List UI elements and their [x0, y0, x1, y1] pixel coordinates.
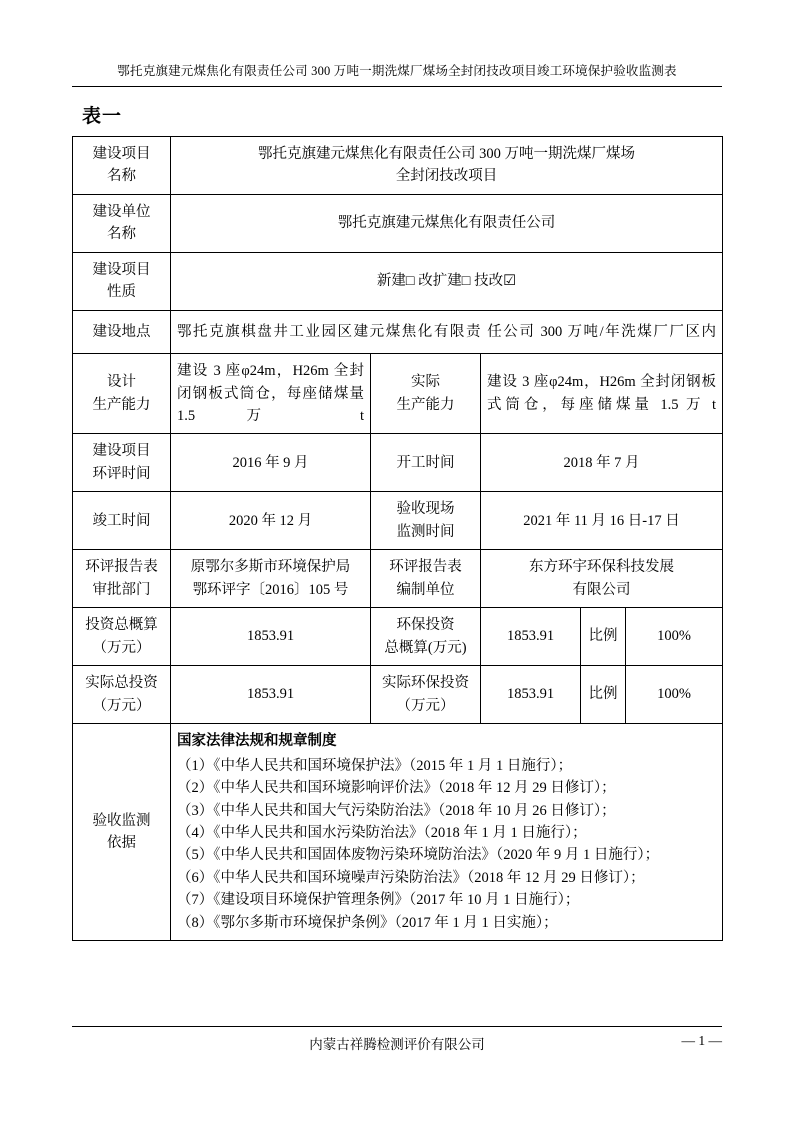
cell-ratio-value-2: 100% — [626, 666, 723, 724]
label-line-2: （万元） — [92, 697, 151, 714]
row-label-actual-invest — [73, 666, 171, 724]
label-line-2: 名称 — [107, 168, 136, 185]
page-content — [72, 62, 722, 941]
label-line-2: 编制单位 — [396, 581, 455, 598]
cell-design-capacity-value: 建设 3 座φ24m，H26m 全封闭钢板式筒仓，每座储煤量1.5 万 t — [171, 354, 371, 434]
cell-actual-env-invest-value: 1853.91 — [481, 666, 581, 724]
value-line-1: 原鄂尔多斯市环境保护局 — [190, 559, 351, 576]
value-line-2: 鄂环评字〔2016〕105 号 — [192, 581, 349, 598]
label-line-1: 环保投资 — [396, 617, 455, 634]
value-line-2: 有限公司 — [572, 581, 631, 598]
row-label-compiler — [371, 550, 481, 608]
row-label-eia-time — [73, 434, 171, 492]
basis-item: （2）《中华人民共和国环境影响评价法》（2018 年 12 月 29 日修订）； — [177, 780, 616, 797]
table-label: 表一 — [82, 105, 123, 127]
table-row — [73, 354, 723, 434]
table-row — [73, 550, 723, 608]
label-line-1: 建设项目 — [92, 443, 151, 460]
label-line-1: 投资总概算 — [85, 617, 158, 634]
label-line-1: 环评报告表 — [389, 559, 462, 576]
label-line-1: 实际总投资 — [85, 675, 158, 692]
table-row — [73, 724, 723, 941]
label-line-1: 验收监测 — [92, 812, 151, 829]
table-row — [73, 608, 723, 666]
cell-eia-time-value: 2016 年 9 月 — [171, 434, 371, 492]
row-label-design-capacity — [73, 354, 171, 434]
row-label-acceptance-basis — [73, 724, 171, 941]
basis-item-list — [177, 755, 716, 935]
row-label-complete-time: 竣工时间 — [73, 492, 171, 550]
project-info-table — [72, 136, 723, 942]
basis-section-title: 国家法律法规和规章制度 — [177, 733, 337, 750]
row-label-approval-dept — [73, 550, 171, 608]
label-line-2: 总概算(万元) — [384, 639, 467, 656]
row-label-site: 建设地点 — [73, 310, 171, 353]
label-line-2: 生产能力 — [396, 396, 455, 413]
label-line-1: 环评报告表 — [85, 559, 158, 576]
basis-item: （5）《中华人民共和国固体废物污染环境防治法》（2020 年 9 月 1 日施行）； — [177, 847, 660, 864]
cell-project-name-value — [171, 136, 723, 194]
label-line-2: 性质 — [107, 284, 136, 301]
label-line-2: 生产能力 — [92, 396, 151, 413]
label-line-2: 名称 — [107, 226, 136, 243]
footer-company: 内蒙古祥腾检测评价有限公司 — [309, 1037, 485, 1052]
label-line-2: 依据 — [107, 835, 136, 852]
row-label-monitor-time — [371, 492, 481, 550]
label-line-1: 实际环保投资 — [382, 675, 469, 692]
table-row — [73, 136, 723, 194]
row-label-project-name — [73, 136, 171, 194]
label-line-2: 监测时间 — [396, 523, 455, 540]
basis-item: （8）《鄂尔多斯市环境保护条例》（2017 年 1 月 1 日实施）； — [177, 914, 558, 931]
row-label-env-invest — [371, 608, 481, 666]
cell-build-unit-value: 鄂托克旗建元煤焦化有限责任公司 — [171, 194, 723, 252]
page-number: — 1 — — [681, 1033, 722, 1048]
cell-ratio-value-1: 100% — [626, 608, 723, 666]
row-label-build-unit — [73, 194, 171, 252]
label-line-1: 建设单位 — [92, 203, 151, 220]
cell-monitor-time-value: 2021 年 11 月 16 日-17 日 — [481, 492, 723, 550]
value-line-2: 全封闭技改项目 — [395, 168, 498, 185]
label-line-2: 审批部门 — [92, 581, 151, 598]
row-label-project-nature — [73, 252, 171, 310]
row-label-ratio-2: 比例 — [581, 666, 626, 724]
cell-actual-capacity-value: 建设 3 座φ24m，H26m 全封闭钢板式筒仓，每座储煤量 1.5 万 t — [481, 354, 723, 434]
page-footer — [72, 1026, 722, 1053]
label-line-1: 建设项目 — [92, 261, 151, 278]
label-line-2: （万元） — [396, 697, 455, 714]
value-line-1: 鄂托克旗建元煤焦化有限责任公司 300 万吨一期洗煤厂煤场 — [258, 145, 635, 162]
basis-item: （3）《中华人民共和国大气污染防治法》（2018 年 10 月 26 日修订）； — [177, 802, 616, 819]
table-row — [73, 434, 723, 492]
table-row — [73, 252, 723, 310]
basis-item: （4）《中华人民共和国水污染防治法》（2018 年 1 月 1 日施行）； — [177, 825, 587, 841]
label-line-2: （万元） — [92, 639, 151, 656]
row-label-total-invest — [73, 608, 171, 666]
label-line-1: 建设项目 — [92, 145, 151, 162]
cell-env-invest-value: 1853.91 — [481, 608, 581, 666]
cell-acceptance-basis-value — [171, 724, 723, 941]
basis-item: （7）《建设项目环境保护管理条例》（2017 年 10 月 1 日施行）； — [177, 892, 580, 909]
row-label-actual-capacity — [371, 354, 481, 434]
cell-complete-time-value: 2020 年 12 月 — [171, 492, 371, 550]
cell-compiler-value — [481, 550, 723, 608]
table-row — [73, 194, 723, 252]
row-label-ratio-1: 比例 — [581, 608, 626, 666]
row-label-actual-env-invest — [371, 666, 481, 724]
row-label-start-time: 开工时间 — [371, 434, 481, 492]
cell-start-time-value: 2018 年 7 月 — [481, 434, 723, 492]
cell-total-invest-value: 1853.91 — [171, 608, 371, 666]
value-line-1: 东方环宇环保科技发展 — [529, 559, 674, 576]
basis-item: （1）《中华人民共和国环境保护法》（2015 年 1 月 1 日施行）； — [177, 757, 573, 774]
cell-actual-invest-value: 1853.91 — [171, 666, 371, 724]
table-row — [73, 492, 723, 550]
label-line-1: 设计 — [107, 374, 136, 391]
cell-site-value: 鄂托克旗棋盘井工业园区建元煤焦化有限责 任公司 300 万吨/年洗煤厂厂区内 — [171, 310, 723, 353]
page-header: 鄂托克旗建元煤焦化有限责任公司 300 万吨一期洗煤厂煤场全封闭技改项目竣工环境保护验收监测表 — [72, 62, 722, 87]
label-line-1: 验收现场 — [396, 501, 455, 518]
table-row — [73, 666, 723, 724]
table-row — [73, 310, 723, 353]
label-line-2: 环评时间 — [92, 465, 151, 482]
basis-item: （6）《中华人民共和国环境噪声污染防治法》（2018 年 12 月 29 日修订）； — [177, 869, 645, 886]
cell-approval-dept-value — [171, 550, 371, 608]
label-line-1: 实际 — [411, 374, 440, 391]
cell-project-nature-value: 新建□ 改扩建□ 技改☑ — [171, 252, 723, 310]
